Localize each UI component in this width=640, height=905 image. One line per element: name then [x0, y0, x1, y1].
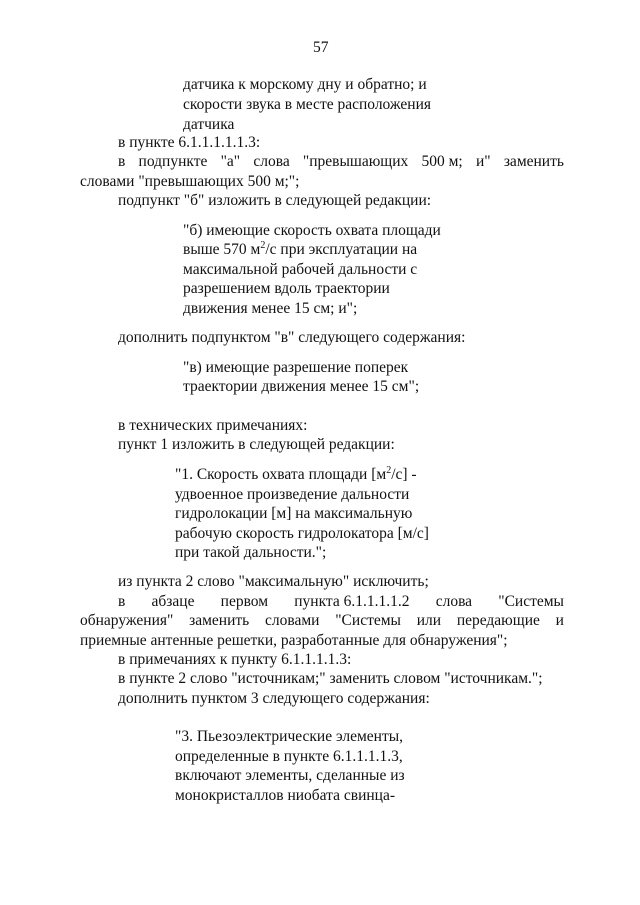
word: и [555, 612, 564, 629]
text-line: разрешением вдоль траектории [183, 280, 390, 297]
justified-line [118, 154, 564, 170]
text-line: в примечаниях к пункту 6.1.1.1.1.3: [118, 651, 352, 668]
text-line: пункт 1 изложить в следующей редакции: [118, 436, 395, 453]
line-part: "1. Скорость охвата площади [м [175, 466, 387, 483]
word: абзаце [151, 593, 195, 610]
page-number: 57 [313, 39, 329, 56]
text-line: скорости звука в месте расположения [183, 96, 432, 113]
superscript: 2 [386, 465, 392, 476]
text-line: "3. Пьезоэлектрические элементы, [175, 728, 404, 745]
word: словами [265, 612, 320, 629]
text-line: из пункта 2 слово "максимальную" исключить; [118, 573, 429, 590]
line-part: выше 570 м [183, 241, 261, 258]
text-line: "в) имеющие разрешение поперек [183, 359, 409, 376]
text-line: подпункт "б" изложить в следующей редакции: [118, 192, 432, 209]
text-line: удвоенное произведение дальности [175, 486, 410, 503]
text-line: дополнить подпунктом "в" следующего содержания: [118, 329, 466, 346]
word: пункта 6.1.1.1.1.2 [294, 593, 410, 610]
word: передающие [456, 612, 540, 629]
text-line: в технических примечаниях: [118, 417, 308, 434]
text-line [183, 242, 417, 258]
justified-line [118, 594, 564, 610]
word: "Системы [498, 593, 564, 610]
text-line: рабочую скорость гидролокатора [м/с] [175, 525, 429, 542]
text-line: датчика [183, 116, 235, 133]
text-line: гидролокации [м] на максимальную [175, 505, 413, 522]
text-line: максимальной рабочей дальности с [183, 261, 418, 278]
text-line: монокристаллов ниобата свинца- [175, 787, 395, 804]
word: слова [435, 593, 473, 610]
text-line: в пункте 2 слово "источникам;" заменить словом "источникам."; [118, 670, 543, 687]
word: и" [475, 153, 491, 170]
text-line: движения менее 15 см; и"; [183, 300, 358, 317]
text-line: "б) имеющие скорость охвата площади [183, 222, 441, 239]
word: или [416, 612, 442, 629]
word: в [118, 593, 126, 610]
word: заменить [503, 153, 564, 170]
text-line: определенные в пункте 6.1.1.1.1.3, [175, 748, 403, 765]
word: в [118, 153, 126, 170]
text-line: включают элементы, сделанные из [175, 767, 405, 784]
word: первом [220, 593, 269, 610]
text-line: в пункте 6.1.1.1.1.1.3: [118, 134, 261, 151]
text-line: дополнить пунктом 3 следующего содержания: [118, 690, 430, 707]
word: "а" [220, 153, 241, 170]
text-line: при такой дальности."; [175, 544, 327, 561]
word: 500 м; [421, 153, 463, 170]
word: обнаружения" [80, 612, 174, 629]
word: заменить [189, 612, 250, 629]
word: "превышающих [302, 153, 409, 170]
text-line: словами "превышающих 500 м;"; [80, 173, 300, 190]
text-line [175, 467, 417, 483]
line-part: /с] - [391, 466, 417, 483]
justified-line [80, 613, 564, 629]
line-part: /с при эксплуатации на [265, 241, 418, 258]
word: "Системы [335, 612, 401, 629]
text-line: траектории движения менее 15 см"; [183, 378, 420, 395]
text-line: приемные антенные решетки, разработанные для обнаружения"; [80, 632, 508, 649]
word: подпункте [138, 153, 208, 170]
word: слова [253, 153, 290, 170]
text-line: датчика к морскому дну и обратно; и [183, 76, 427, 93]
superscript: 2 [260, 240, 266, 251]
